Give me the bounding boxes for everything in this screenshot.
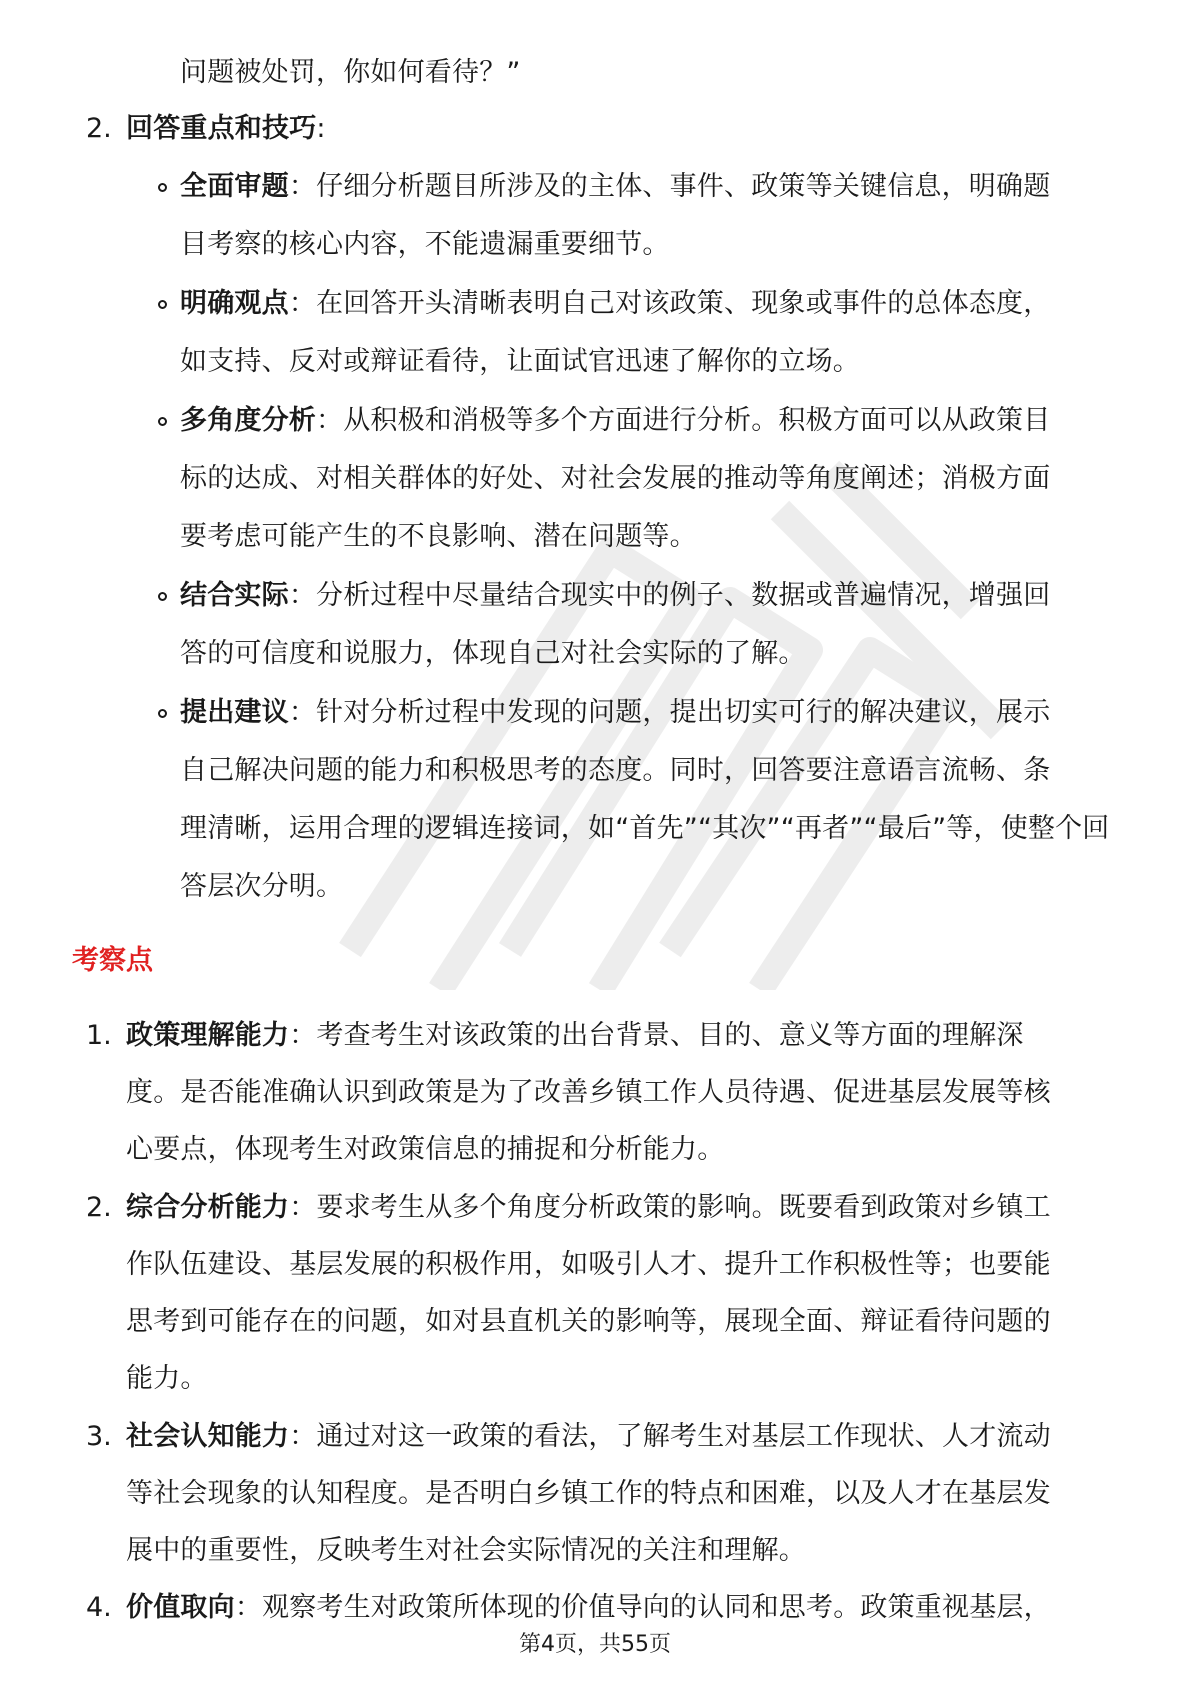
tip-text: 标的达成、对相关群体的好处、对社会发展的推动等角度阐述；消极方面 [180,463,1051,494]
tip-title: 明确观点 [180,288,289,319]
tip-item-line [180,404,1050,438]
list-number: 2. [86,1192,112,1223]
tip-text: 理清晰，运用合理的逻辑连接词，如“首先”“其次”“再者”“最后”等，使整个回 [180,813,1110,844]
tip-item-line [180,170,1050,204]
tip-text: 要考虑可能产生的不良影响、潜在问题等。 [180,521,697,552]
answer-tips-heading: 回答重点和技巧 [126,113,317,144]
point-item-line [126,1191,1051,1225]
section-title: 考察点 [72,945,153,976]
tip-item-line [180,287,1050,321]
list-number: 3. [86,1421,112,1452]
tip-text: ：在回答开头清晰表明自己对该政策、现象或事件的总体态度， [288,288,1051,319]
point-text: 等社会现象的认知程度。是否明白乡镇工作的特点和困难，以及人才在基层发 [126,1478,1051,1509]
bullet-circle-icon [158,183,167,192]
point-text: 能力。 [126,1363,208,1394]
list-number: 1. [86,1020,112,1051]
point-text: 作队伍建设、基层发展的积极作用，如吸引人才、提升工作积极性等；也要能 [126,1249,1051,1280]
tip-item-line [180,579,1050,613]
point-text: 展中的重要性，反映考生对社会实际情况的关注和理解。 [126,1535,806,1566]
point-item-line [126,1420,1051,1454]
point-text: 度。是否能准确认识到政策是为了改善乡镇工作人员待遇、促进基层发展等核 [126,1077,1051,1108]
point-text: ：要求考生从多个角度分析政策的影响。既要看到政策对乡镇工 [289,1192,1051,1223]
tip-text: 自己解决问题的能力和积极思考的态度。同时，回答要注意语言流畅、条 [180,755,1051,786]
point-title: 政策理解能力 [126,1020,290,1051]
tip-title: 提出建议 [180,697,289,728]
question-continuation: 问题被处罚，你如何看待？” [180,57,521,88]
list-number: 2. [86,113,112,144]
point-text: 心要点，体现考生对政策信息的捕捉和分析能力。 [126,1134,725,1165]
point-text: ：通过对这一政策的看法，了解考生对基层工作现状、人才流动 [289,1421,1051,1452]
point-item-line [126,1019,1024,1053]
point-title: 价值取向 [126,1592,235,1623]
tip-text: 目考察的核心内容，不能遗漏重要细节。 [180,229,670,260]
tip-item-line [180,696,1050,730]
tip-title: 结合实际 [180,580,289,611]
bullet-circle-icon [158,709,167,718]
tip-text: 如支持、反对或辩证看待，让面试官迅速了解你的立场。 [180,346,860,377]
point-text: ：考查考生对该政策的出台背景、目的、意义等方面的理解深 [289,1020,1024,1051]
point-title: 综合分析能力 [126,1192,290,1223]
tip-title: 全面审题 [180,171,289,202]
answer-tips-heading-line [126,112,326,146]
point-text: ：观察考生对政策所体现的价值导向的认同和思考。政策重视基层， [234,1592,1051,1623]
tip-text: ：仔细分析题目所涉及的主体、事件、政策等关键信息，明确题 [288,171,1051,202]
page-number: 第4页，共55页 [519,1632,671,1657]
bullet-circle-icon [158,300,167,309]
tip-text: 答的可信度和说服力，体现自己对社会实际的了解。 [180,638,806,669]
bullet-circle-icon [158,592,167,601]
tip-text: ：从积极和消极等多个方面进行分析。积极方面可以从政策目 [316,405,1051,436]
point-text: 思考到可能存在的问题，如对县直机关的影响等，展现全面、辩证看待问题的 [126,1306,1051,1337]
heading-colon: : [316,113,326,144]
point-item-line [126,1591,1051,1625]
tip-text: ：针对分析过程中发现的问题，提出切实可行的解决建议，展示 [288,697,1051,728]
tip-text: ：分析过程中尽量结合现实中的例子、数据或普遍情况，增强回 [288,580,1051,611]
tip-title: 多角度分析 [180,405,316,436]
point-title: 社会认知能力 [126,1421,290,1452]
list-number: 4. [86,1592,112,1623]
bullet-circle-icon [158,417,167,426]
tip-text: 答层次分明。 [180,871,344,902]
